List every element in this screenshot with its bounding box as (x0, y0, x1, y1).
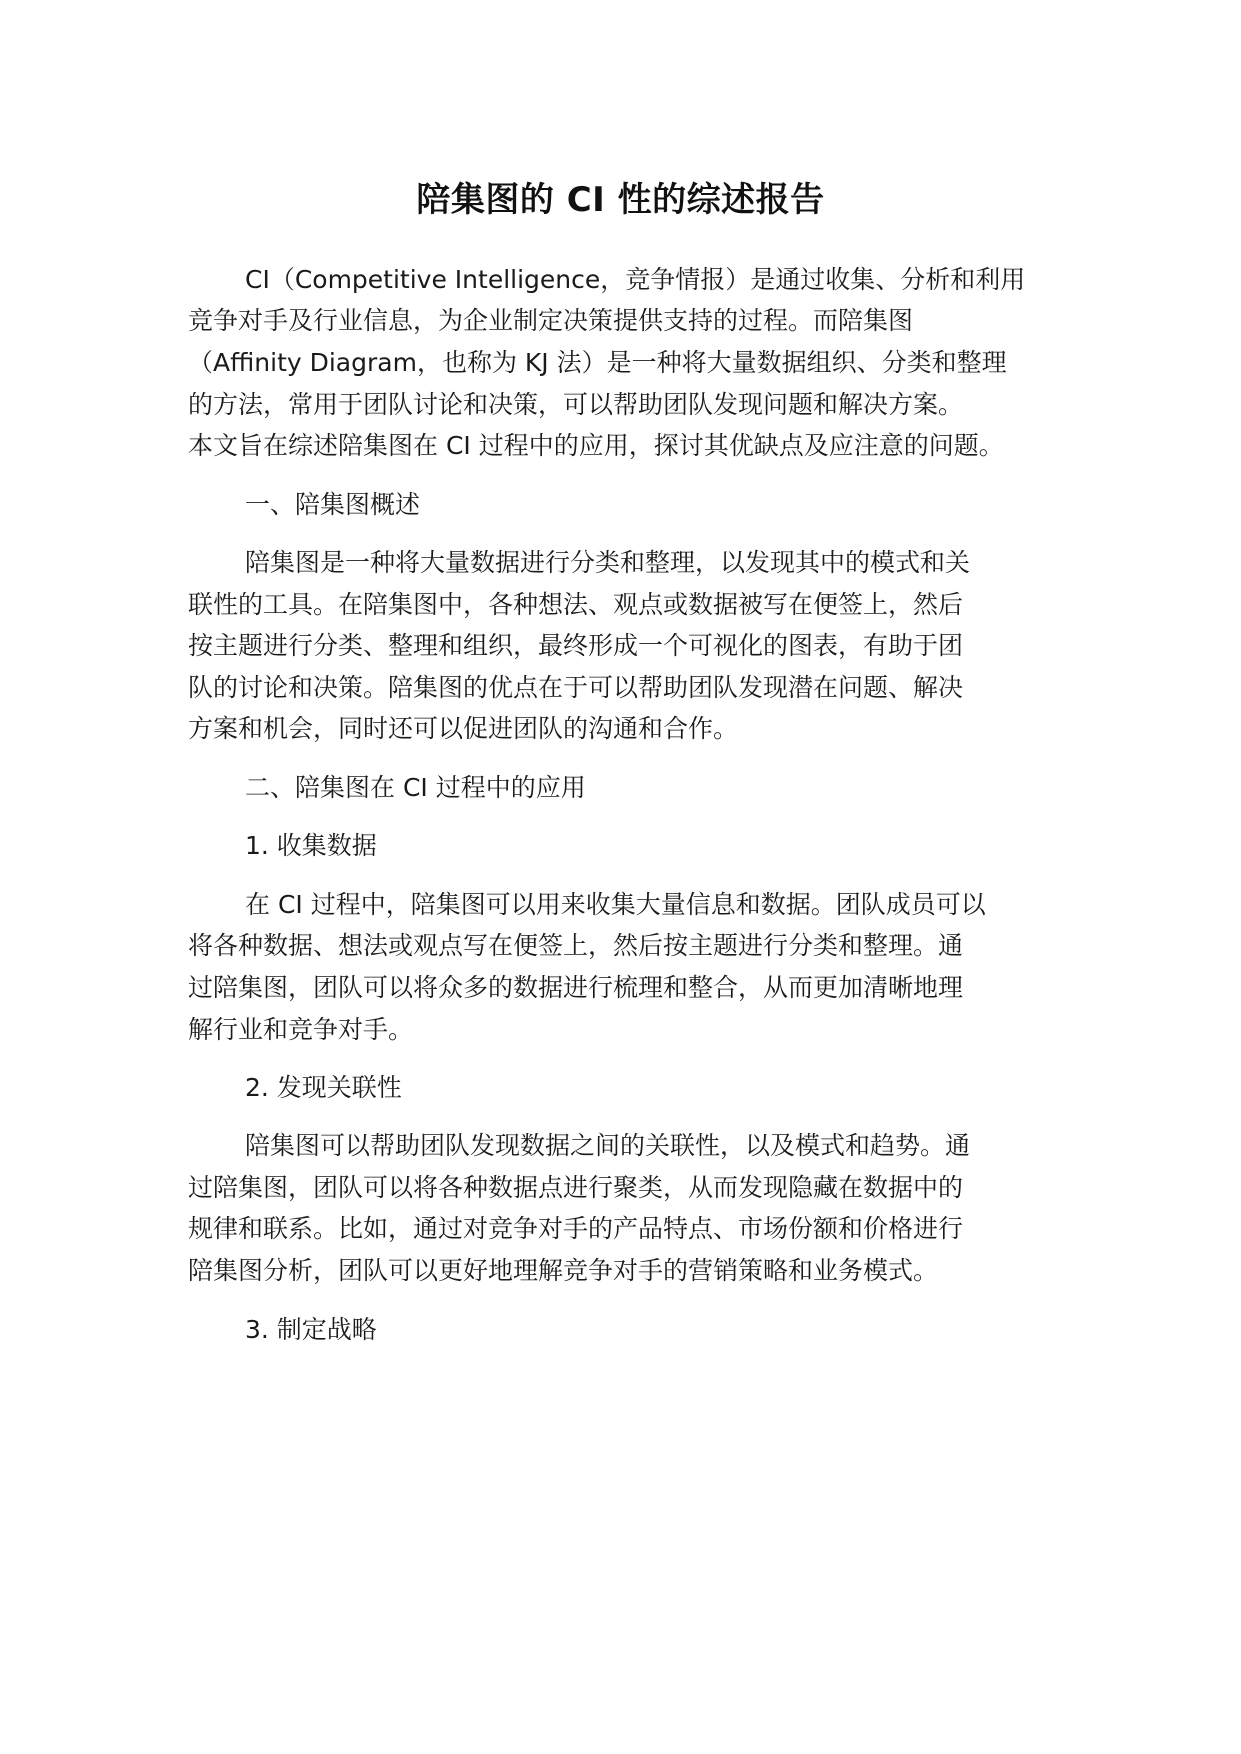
paragraph-1-line-2: 竞争对手及行业信息，为企业制定决策提供支持的过程。而陪集图 (188, 306, 914, 335)
paragraph-1-line-5: 本文旨在综述陪集图在 CI 过程中的应用，探讨其优缺点及应注意的问题。 (188, 431, 1004, 460)
paragraph-4-line-4: 陪集图分析，团队可以更好地理解竞争对手的营销策略和业务模式。 (188, 1256, 939, 1285)
paragraph-2-line-5: 方案和机会，同时还可以促进团队的沟通和合作。 (188, 714, 739, 743)
subsection-heading-1: 1. 收集数据 (245, 831, 377, 860)
paragraph-2-line-4: 队的讨论和决策。陪集图的优点在于可以帮助团队发现潜在问题、解决 (188, 673, 964, 702)
subsection-heading-2: 2. 发现关联性 (245, 1073, 402, 1102)
section-heading-2: 二、陪集图在 CI 过程中的应用 (245, 773, 586, 802)
paragraph-3-line-4: 解行业和竞争对手。 (188, 1015, 414, 1044)
paragraph-1-line-1: CI（Competitive Intelligence，竞争情报）是通过收集、分析和利用 (245, 265, 1026, 294)
paragraph-3-line-3: 过陪集图，团队可以将众多的数据进行梳理和整合，从而更加清晰地理 (188, 973, 964, 1002)
paragraph-3-line-2: 将各种数据、想法或观点写在便签上，然后按主题进行分类和整理。通 (188, 931, 964, 960)
document-title: 陪集图的 CI 性的综述报告 (416, 180, 825, 220)
paragraph-2-line-3: 按主题进行分类、整理和组织，最终形成一个可视化的图表，有助于团 (188, 631, 964, 660)
paragraph-3-line-1: 在 CI 过程中，陪集图可以用来收集大量信息和数据。团队成员可以 (245, 890, 986, 919)
paragraph-2-line-2: 联性的工具。在陪集图中，各种想法、观点或数据被写在便签上，然后 (188, 590, 964, 619)
paragraph-2-line-1: 陪集图是一种将大量数据进行分类和整理，以发现其中的模式和关 (245, 548, 971, 577)
paragraph-1-line-3: （Affinity Diagram，也称为 KJ 法）是一种将大量数据组织、分类和整理 (188, 348, 1007, 377)
section-heading-1: 一、陪集图概述 (245, 490, 421, 519)
paragraph-1-line-4: 的方法，常用于团队讨论和决策，可以帮助团队发现问题和解决方案。 (188, 390, 964, 419)
paragraph-4-line-3: 规律和联系。比如，通过对竞争对手的产品特点、市场份额和价格进行 (188, 1214, 964, 1243)
paragraph-4-line-1: 陪集图可以帮助团队发现数据之间的关联性，以及模式和趋势。通 (245, 1131, 971, 1160)
subsection-heading-3: 3. 制定战略 (245, 1315, 377, 1344)
paragraph-4-line-2: 过陪集图，团队可以将各种数据点进行聚类，从而发现隐藏在数据中的 (188, 1173, 964, 1202)
